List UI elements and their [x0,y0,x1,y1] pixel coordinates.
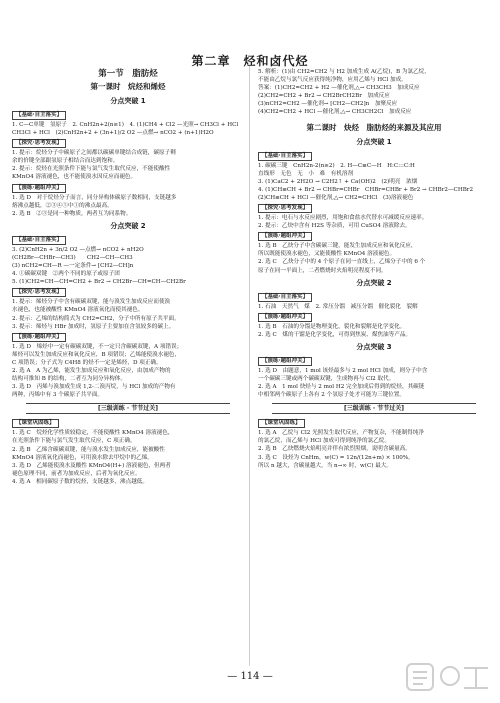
chapter-title: 第二章 烃和卤代烃 [191,54,309,68]
answer-line: 3. 提示：烯烃与 HBr 加成时，氢原子主要加在含氢较多的碳上。 [12,323,175,330]
section-tag-row [258,202,490,214]
answer-line: 1. 石油 天然气 煤 2. 常压分馏 减压分馏 催化裂化 裂解 [258,303,418,310]
answer-line: CH3Cl + HCl (2)CnH2n+2 + (3n+1)/2 O2 —点燃→ nCO2 + (n+1)H2O [12,130,214,137]
answer-line: 褪色原理不同，前者为加成反应，后者为氧化反应。 [12,470,141,477]
answer-line: 水褪色，也能被酸性 KMnO4 溶液氧化而使其褪色。 [12,307,144,314]
answer-line: 一个碳碳三键或两个碳碳双键，生成物再与 Cl2 取代。 [258,375,395,382]
answer-line: KMnO4 溶液褪色，也不能使溴水因反应而褪色。 [12,174,137,181]
section-tag-row [258,230,490,242]
section-tag-row [12,137,244,149]
answer-line: 3. 选 D 乙烯能使溴水及酸性 KMnO4(H+) 溶液褪色，但两者 [12,462,171,469]
practice-band: [三级训练 · 节节过关] [272,403,476,414]
answer-line: 不能由乙烷与氯气反应获得纯净物，应用乙烯与 HCl 加成。 [258,77,407,84]
answer-line: 2. 选 C 乙炔分子中的 4 个原子在同一直线上，乙烯分子中的 6 个 [258,259,426,266]
answer-line: (3) nCH2=CH—R —一定条件→ [CH2—CH]n [12,263,134,270]
answer-line: 熔沸点越低，②③④⑤中①的沸点最高。 [12,202,113,209]
answer-line: 2. 选 B 乙炔燃烧火焰明亮并伴有浓烈黑烟，说明含碳量高。 [258,446,411,453]
answer-line: 2. 提示：烷烃在光照条件下能与氯气发生取代反应，不能使酸性 [12,166,171,173]
section-tag: 【基础·自主落实】 [258,152,312,161]
section-tag: 【演练·题组冲关】 [258,313,312,322]
section-tag: 【基础·自主落实】 [12,236,66,245]
section-tag: 【课堂巩固练】 [258,419,305,428]
answer-line: 2. 选 A 1 mol 炔烃与 2 mol H2 完全加成后得到的烷烃，其碳链 [258,384,425,391]
answer-line: 1. 选 D 由题意，1 mol 该烃最多与 2 mol HCl 加成，则分子中含 [258,367,428,374]
section-tag-row [12,417,244,429]
answer-line: (4)CH2=CH2 + HCl —催化剂,△→ CH3CH2Cl 加成反应 [258,109,412,116]
answer-line: 两种，丙烯中有 3 个碳原子共平面。 [12,392,104,399]
key-point-heading: 分点突破 2 [110,221,146,230]
lesson-title: 第一课时 烷烃和烯烃 [90,82,166,91]
answer-line: (2)CH2=CH2 + Br2 → CH2BrCH2Br 加成反应 [258,93,390,100]
answer-line: 直线形 无色 无 小 难 有机溶剂 [258,170,354,177]
section-tag-row [12,286,244,298]
watermark-logo [406,662,492,698]
section-tag-row [258,311,490,323]
answer-line: 2. 选 B 乙烯含碳碳双键，能与溴水发生加成反应，能被酸性 [12,446,165,453]
answer-line: 答案：(1)CH2=CH2 + H2 —催化剂,△→ CH3CH3 加成反应 [258,85,420,92]
right-column [258,68,490,470]
answer-line: 4. ①碳碳双键 ②两个不同的原子或原子团 [12,271,120,278]
answer-line: 3. (2)CnH2n + 3n/2 O2 —点燃→ nCO2 + nH2O [12,246,144,253]
left-column [12,68,244,486]
answer-line: (3)nCH2=CH2 —催化剂→ [CH2—CH2]n 加聚反应 [258,101,398,108]
answer-line: 1. 选 C 烷烃化学性质较稳定，不能使酸性 KMnO4 溶液褪色， [12,430,174,437]
answer-line: 原子在同一平面上，二者燃烧时火焰明亮程度不同。 [258,267,387,274]
answer-line: 1. 选 D 烯烃中一定有碳碳双键，不一定只含碳碳双键，A 项错误； [12,343,183,350]
section-tag: 【演练·题组冲关】 [258,357,312,366]
answer-line: 3. 选 D 丙烯与溴加成生成 1,2-二溴丙烷，与 HCl 加成的产物有 [12,384,176,391]
key-point-heading: 分点突破 1 [356,137,392,146]
answer-line: 2. 提示：乙烯的结构简式为 CH2=CH2，分子中所有原子共平面。 [12,315,180,322]
section-tag-row [258,291,490,303]
answer-line: 2. 选 A A 为乙烯，能发生加成反应和氧化反应，由加成产物的 [12,367,171,374]
answer-line: 3. 选 C 设烃为 CnHm，w(C) = 12n/(12n+m) × 100%， [258,454,414,461]
section-tag: 【基础·自主落实】 [258,293,312,302]
answer-line: 2. 选 B ②③是同一种物质，两者互为同系物。 [12,210,132,217]
answer-line: 的氯乙烷，而乙烯与 HCl 加成可得到纯净的氯乙烷。 [258,438,390,445]
answer-line: 5. (1)CH2=CH—CH=CH2 + Br2 → CH2Br—CH=CH—CH2Br [12,279,186,286]
answer-line: 1. 选 B 石油的分馏是物理变化，裂化和裂解是化学变化。 [258,323,406,330]
answer-line: 5. 解析：(1)由 CH2=CH2 与 H2 加成生成 A(乙烷)，B 为氯乙烷， [258,69,430,75]
answer-line: 1. 提示：烯烃分子中含有碳碳双键，能与溴发生加成反应而使溴 [12,299,171,306]
section-tag-row [258,417,490,429]
section-tag-row [258,150,490,162]
answer-line: 1. 碳碳三键 CnH2n-2(n≥2) 2. H—C≡C—H H:C:::C:H [258,162,415,169]
answer-line: 1. 提示：烷烃分子中碳原子之间都以碳碳单键结合成链，碳原子剩 [12,150,176,157]
key-point-heading: 分点突破 2 [356,278,392,287]
section-tag: 【演练·题组冲关】 [258,232,312,241]
right-content [258,137,490,470]
page-number: — 114 — [227,671,273,682]
key-point-heading: 分点突破 1 [110,97,146,105]
answer-line: C 项错误；分子式为 C4H8 的烃不一定是烯烃，D 项正确。 [12,359,162,366]
answer-line: 1. C—C单键 氢原子 2. CnH2n+2(n≥1) 4. (1)CH4 + Cl2 —光照→ CH3Cl + HCl [12,122,239,128]
answer-line: 2. 提示：乙炔中含有 H2S 等杂质，可用 CuSO4 溶液除去。 [258,223,411,230]
right-top-content [258,68,490,117]
answer-line: 余的价键全部跟氢原子相结合而达到饱和。 [12,158,119,165]
answer-line: 所以既能使溴水褪色，又能使酸性 KMnO4 溶液褪色。 [258,251,396,258]
section-tag: 【探究·思考发现】 [258,204,312,213]
answer-line: KMnO4 溶液氧化而褪色，可用溴水除去甲烷中的乙烯。 [12,454,153,461]
lesson-2-title: 第二课时 炔烃 脂肪烃的来源及其应用 [306,122,442,132]
column-divider [249,66,250,666]
section-tag: 【基础·自主落实】 [12,111,66,120]
answer-line: 在光照条件下能与氯气发生取代反应，C 项正确。 [12,438,136,445]
answer-line: 所以 n 越大，含碳量越大，当 n→∞ 时，w(C) 最大。 [258,462,392,469]
answer-line: 4. (1)CH≡CH + Br2 → CHBr=CHBr CHBr=CHBr + Br2 → CHBr2—CHBr2 [258,186,474,193]
section-tag-row [12,331,244,343]
section-tag-row [12,109,244,121]
answer-line: 烯烃可以发生加成反应和氧化反应，B 项错误；乙烯能使溴水褪色， [12,351,181,358]
section-tag: 【探究·思考发现】 [12,139,66,148]
answer-line: 3. (1)CaC2 + 2H2O → C2H2↑ + Ca(OH)2 (2)明亮 浓烟 [258,178,418,185]
section-title: 第一节 脂肪烃 [98,69,158,79]
answer-line: (CH2Br—CHBr—CH3) CH2—CH—CH3 [12,254,133,261]
answer-line: 中相邻两个碳原子上各有 2 个氢原子处才可能为三键位置。 [258,392,405,399]
answer-line: 1. 选 B 乙炔分子中含碳碳三键，能发生加成反应和氧化反应， [258,243,417,250]
answer-line: 1. 选 D 对于烷烃分子而言，同分异构体碳原子数相同，支链越多 [12,194,177,201]
section-tag-row [12,182,244,194]
section-tag-row [258,355,490,367]
section-tag: 【探究·思考发现】 [12,288,66,297]
answer-line: (2)CH≡CH + HCl —催化剂,△→ CH2=CHCl (3)溶液褪色 [258,194,414,201]
practice-band: [三级训练 · 节节过关] [26,403,230,414]
section-tag: 【演练·题组冲关】 [12,184,66,193]
answer-line: 1. 提示：电石与水反应剧烈，用饱和食盐水代替水可减缓反应速率。 [258,215,428,222]
key-point-heading: 分点突破 3 [356,342,392,351]
left-content [12,96,244,486]
section-tag: 【课堂巩固练】 [12,419,59,428]
answer-line: 2. 选 C 煤的干馏是化学变化，可得到焦炭、煤焦油等产品。 [258,331,412,338]
answer-line: 4. 选 A 相同碳原子数的烷烃，支链越多，沸点越低。 [12,478,148,485]
section-tag-row [12,234,244,246]
answer-line: 1. 选 A 乙烷与 Cl2 光照发生取代反应，产物复杂，不能制得纯净 [258,430,424,437]
section-tag: 【演练·题组冲关】 [12,333,66,342]
answer-line: 结构可推知 B 的结构，二者互为同分异构体。 [12,376,126,383]
